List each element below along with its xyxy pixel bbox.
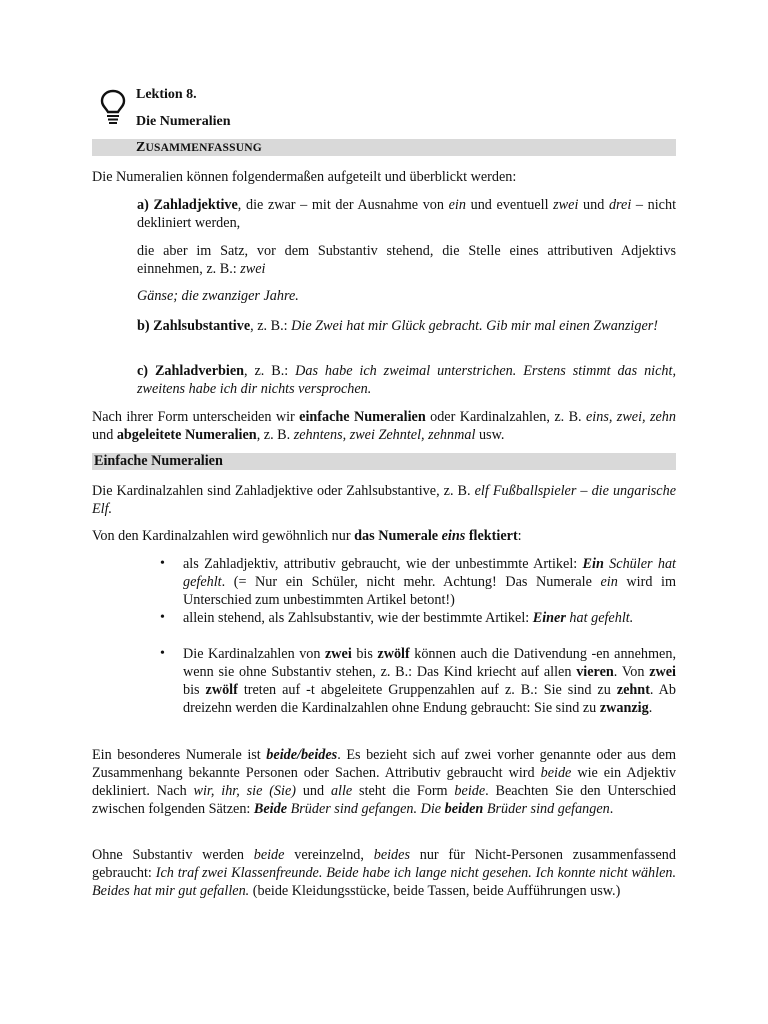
summary-heading-band	[92, 139, 676, 156]
bullet-item-1: als Zahladjektiv, attributiv gebraucht, wie der unbestimmte Artikel: Ein Schüler hat gefehlt. (= Nur ein Schüler, nicht mehr. Achtung! Das Numerale ein wird im Unterschied zum unbestimmten Artikel betont!)	[183, 556, 676, 608]
bullet-item-3: Die Kardinalzahlen von zwei bis zwölf können auch die Dativendung -en annehmen, wenn sie ohne Substantiv stehen, z. B.: Das Kind kriecht auf allen vieren. Von zwei bis zwölf treten auf -t abgeleitete Gruppenzahlen auf z. B.: Sie sind zu zehnt. Ab dreizehn werden die Kardinalzahlen ohne Endung gebraucht: Sie sind zu zwanzig.	[183, 646, 676, 716]
intro-paragraph: Die Numeralien können folgendermaßen aufgeteilt und überblickt werden:	[92, 169, 517, 185]
type-a-paragraph: a) Zahladjektive, die zwar – mit der Ausnahme von ein und eventuell zwei und drei – nicht dekliniert werden,	[137, 197, 677, 231]
type-a-example: Gänse; die zwanziger Jahre.	[137, 288, 299, 304]
kardinal-paragraph: Die Kardinalzahlen sind Zahladjektive oder Zahlsubstantive, z. B. elf Fußballspieler – die ungarische Elf.	[92, 483, 676, 517]
bullet-marker: •	[160, 610, 165, 625]
lesson-number: Lektion 8.	[136, 87, 197, 102]
summary-heading: ZUSAMMENFASSUNG	[136, 140, 262, 155]
bullet-item-2: allein stehend, als Zahlsubstantiv, wie der bestimmte Artikel: Einer hat gefehlt.	[183, 610, 634, 626]
type-c-paragraph: c) Zahladverbien, z. B.: Das habe ich zweimal unterstrichen. Erstens stimmt das nicht, zweitens habe ich dir nichts versprochen.	[137, 363, 676, 397]
bullet-marker: •	[160, 646, 165, 661]
lightbulb-icon	[99, 88, 127, 128]
flektiert-paragraph: Von den Kardinalzahlen wird gewöhnlich nur das Numerale eins flektiert:	[92, 528, 522, 544]
ohne-substantiv-paragraph: Ohne Substantiv werden beide vereinzelnd, beides nur für Nicht-Personen zusammenfassend gebraucht: Ich traf zwei Klassenfreunde. Beide habe ich lange nicht gesehen. Ich konnte nicht wählen. Beides hat mir gut gefallen. (beide Kleidungsstücke, beide Tassen, beide Aufführungen usw.)	[92, 847, 677, 899]
einfache-numeralien-heading: Einfache Numeralien	[92, 453, 676, 470]
type-a-continuation: die aber im Satz, vor dem Substantiv stehend, die Stelle eines attributiven Adjektivs einnehmen, z. B.: zwei	[137, 243, 676, 277]
bullet-marker: •	[160, 556, 165, 571]
form-paragraph: Nach ihrer Form unterscheiden wir einfache Numeralien oder Kardinalzahlen, z. B. eins, zwei, zehn und abgeleitete Numeralien, z. B. zehntens, zwei Zehntel, zehnmal usw.	[92, 409, 676, 443]
beide-paragraph: Ein besonderes Numerale ist beide/beides. Es bezieht sich auf zwei vorher genannte oder aus dem Zusammenhang bekannte Personen oder Sachen. Attributiv gebraucht wird beide wie ein Adjektiv dekliniert. Nach wir, ihr, sie (Sie) und alle steht die Form beide. Beachten Sie den Unterschied zwischen folgenden Sätzen: Beide Brüder sind gefangen. Die beiden Brüder sind gefangen.	[92, 747, 676, 817]
lesson-title: Die Numeralien	[136, 114, 231, 129]
type-b-paragraph: b) Zahlsubstantive, z. B.: Die Zwei hat mir Glück gebracht. Gib mir mal einen Zwanziger!	[137, 318, 658, 334]
